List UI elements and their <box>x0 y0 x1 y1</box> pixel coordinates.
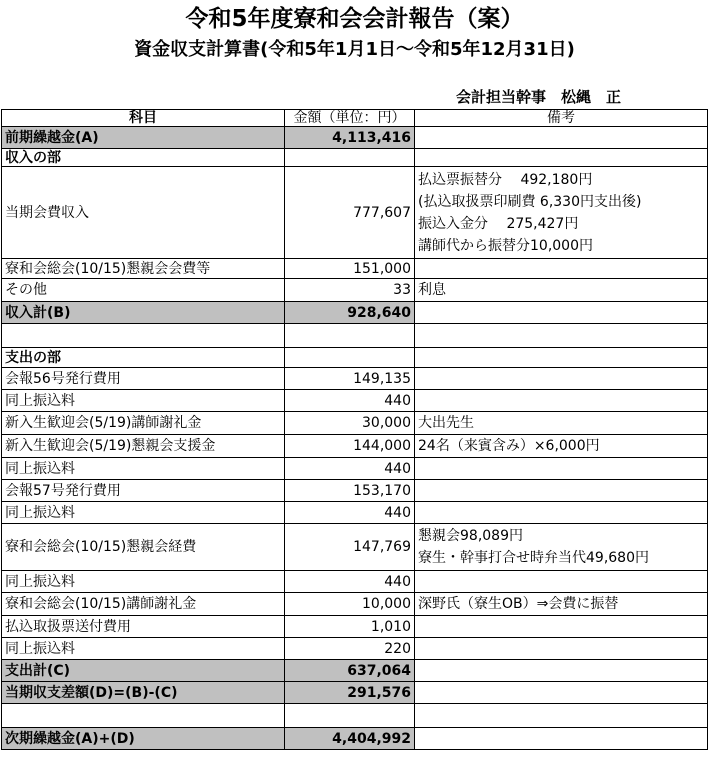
row-note <box>415 728 708 750</box>
table-row <box>2 571 708 593</box>
row-note <box>415 149 708 167</box>
table-row <box>2 682 708 704</box>
table-row <box>2 167 708 259</box>
row-amount: 777,607 <box>285 167 415 259</box>
ledger-table <box>1 109 708 750</box>
row-note <box>415 682 708 704</box>
row-item: 支出計(C) <box>2 660 285 682</box>
row-note <box>415 324 708 348</box>
row-amount: 637,064 <box>285 660 415 682</box>
table-row <box>2 435 708 458</box>
row-amount: 147,769 <box>285 524 415 571</box>
note-line: 講師代から振替分10,000円 <box>418 237 593 254</box>
ledger-body <box>2 127 708 750</box>
row-note <box>415 616 708 638</box>
row-item: 当期会費収入 <box>2 167 285 259</box>
header-amount: 金額（単位：円） <box>285 110 415 127</box>
row-note <box>415 390 708 412</box>
table-row <box>2 480 708 502</box>
header-note: 備考 <box>415 110 708 127</box>
table-row <box>2 638 708 660</box>
table-row <box>2 458 708 480</box>
row-item: 同上振込料 <box>2 502 285 524</box>
note-line: 払込票振替分 492,180円 <box>418 171 593 188</box>
table-row <box>2 616 708 638</box>
header-row <box>2 110 708 127</box>
row-item: 同上振込料 <box>2 638 285 660</box>
row-amount: 33 <box>285 279 415 302</box>
row-amount: 440 <box>285 390 415 412</box>
row-amount: 30,000 <box>285 412 415 435</box>
row-note <box>415 279 708 302</box>
row-item: 支出の部 <box>2 348 285 368</box>
table-row <box>2 279 708 302</box>
table-row <box>2 524 708 571</box>
row-amount: 10,000 <box>285 593 415 616</box>
row-amount <box>285 704 415 728</box>
table-row <box>2 348 708 368</box>
header-item: 科目 <box>2 110 285 127</box>
row-note <box>415 412 708 435</box>
row-item: 同上振込料 <box>2 571 285 593</box>
row-amount: 440 <box>285 571 415 593</box>
row-note <box>415 302 708 324</box>
row-note <box>415 480 708 502</box>
row-amount <box>285 324 415 348</box>
row-amount: 1,010 <box>285 616 415 638</box>
table-row <box>2 302 708 324</box>
row-amount: 151,000 <box>285 259 415 279</box>
row-note <box>415 259 708 279</box>
treasurer-name: 会計担当幹事 松縄 正 <box>456 88 622 106</box>
row-amount: 440 <box>285 458 415 480</box>
row-item: 前期繰越金(A) <box>2 127 285 149</box>
row-note <box>415 458 708 480</box>
row-amount: 440 <box>285 502 415 524</box>
note-line: (払込取扱票印刷費 6,330円支出後) <box>418 193 642 210</box>
row-item <box>2 704 285 728</box>
row-item: 同上振込料 <box>2 458 285 480</box>
row-note <box>415 167 708 259</box>
row-note <box>415 704 708 728</box>
note-line: 24名（来賓含み）×6,000円 <box>418 438 600 454</box>
table-row <box>2 704 708 728</box>
row-amount: 4,113,416 <box>285 127 415 149</box>
row-note <box>415 638 708 660</box>
table-row <box>2 390 708 412</box>
row-item: 収入の部 <box>2 149 285 167</box>
row-note <box>415 571 708 593</box>
row-note <box>415 502 708 524</box>
row-item: 寮和会総会(10/15)講師謝礼金 <box>2 593 285 616</box>
report-subtitle: 資金収支計算書(令和5年1月1日～令和5年12月31日) <box>134 39 575 60</box>
row-item: 会報57号発行費用 <box>2 480 285 502</box>
row-item: 当期収支差額(D)=(B)-(C) <box>2 682 285 704</box>
row-item: 寮和会総会(10/15)懇親会経費 <box>2 524 285 571</box>
row-amount: 291,576 <box>285 682 415 704</box>
row-note <box>415 368 708 390</box>
note-line: 寮生・幹事打合せ時弁当代49,680円 <box>418 550 649 566</box>
row-note <box>415 435 708 458</box>
row-amount: 144,000 <box>285 435 415 458</box>
report-title: 令和5年度寮和会会計報告（案） <box>185 6 524 32</box>
row-amount: 4,404,992 <box>285 728 415 750</box>
row-amount <box>285 348 415 368</box>
note-line: 懇親会98,089円 <box>418 528 523 544</box>
row-item: 同上振込料 <box>2 390 285 412</box>
row-note <box>415 593 708 616</box>
row-item: 新入生歓迎会(5/19)懇親会支援金 <box>2 435 285 458</box>
row-amount: 149,135 <box>285 368 415 390</box>
table-row <box>2 324 708 348</box>
table-row <box>2 412 708 435</box>
table-row <box>2 127 708 149</box>
row-note <box>415 127 708 149</box>
row-item: その他 <box>2 279 285 302</box>
row-item: 寮和会総会(10/15)懇親会会費等 <box>2 259 285 279</box>
row-amount: 153,170 <box>285 480 415 502</box>
row-amount: 220 <box>285 638 415 660</box>
row-item: 収入計(B) <box>2 302 285 324</box>
table-row <box>2 259 708 279</box>
table-row <box>2 368 708 390</box>
note-line: 大出先生 <box>418 415 474 431</box>
note-line: 深野氏（寮生OB）⇒会費に振替 <box>418 596 619 612</box>
row-amount: 928,640 <box>285 302 415 324</box>
row-amount <box>285 149 415 167</box>
table-row <box>2 502 708 524</box>
row-item: 次期繰越金(A)+(D) <box>2 728 285 750</box>
table-row <box>2 728 708 750</box>
row-note <box>415 660 708 682</box>
table-row <box>2 593 708 616</box>
table-row <box>2 660 708 682</box>
row-note <box>415 524 708 571</box>
note-line: 利息 <box>418 282 446 298</box>
row-item: 払込取扱票送付費用 <box>2 616 285 638</box>
row-item: 新入生歓迎会(5/19)講師謝礼金 <box>2 412 285 435</box>
note-line: 振込入金分 275,427円 <box>418 215 579 232</box>
row-item <box>2 324 285 348</box>
row-item: 会報56号発行費用 <box>2 368 285 390</box>
row-note <box>415 348 708 368</box>
table-row <box>2 149 708 167</box>
